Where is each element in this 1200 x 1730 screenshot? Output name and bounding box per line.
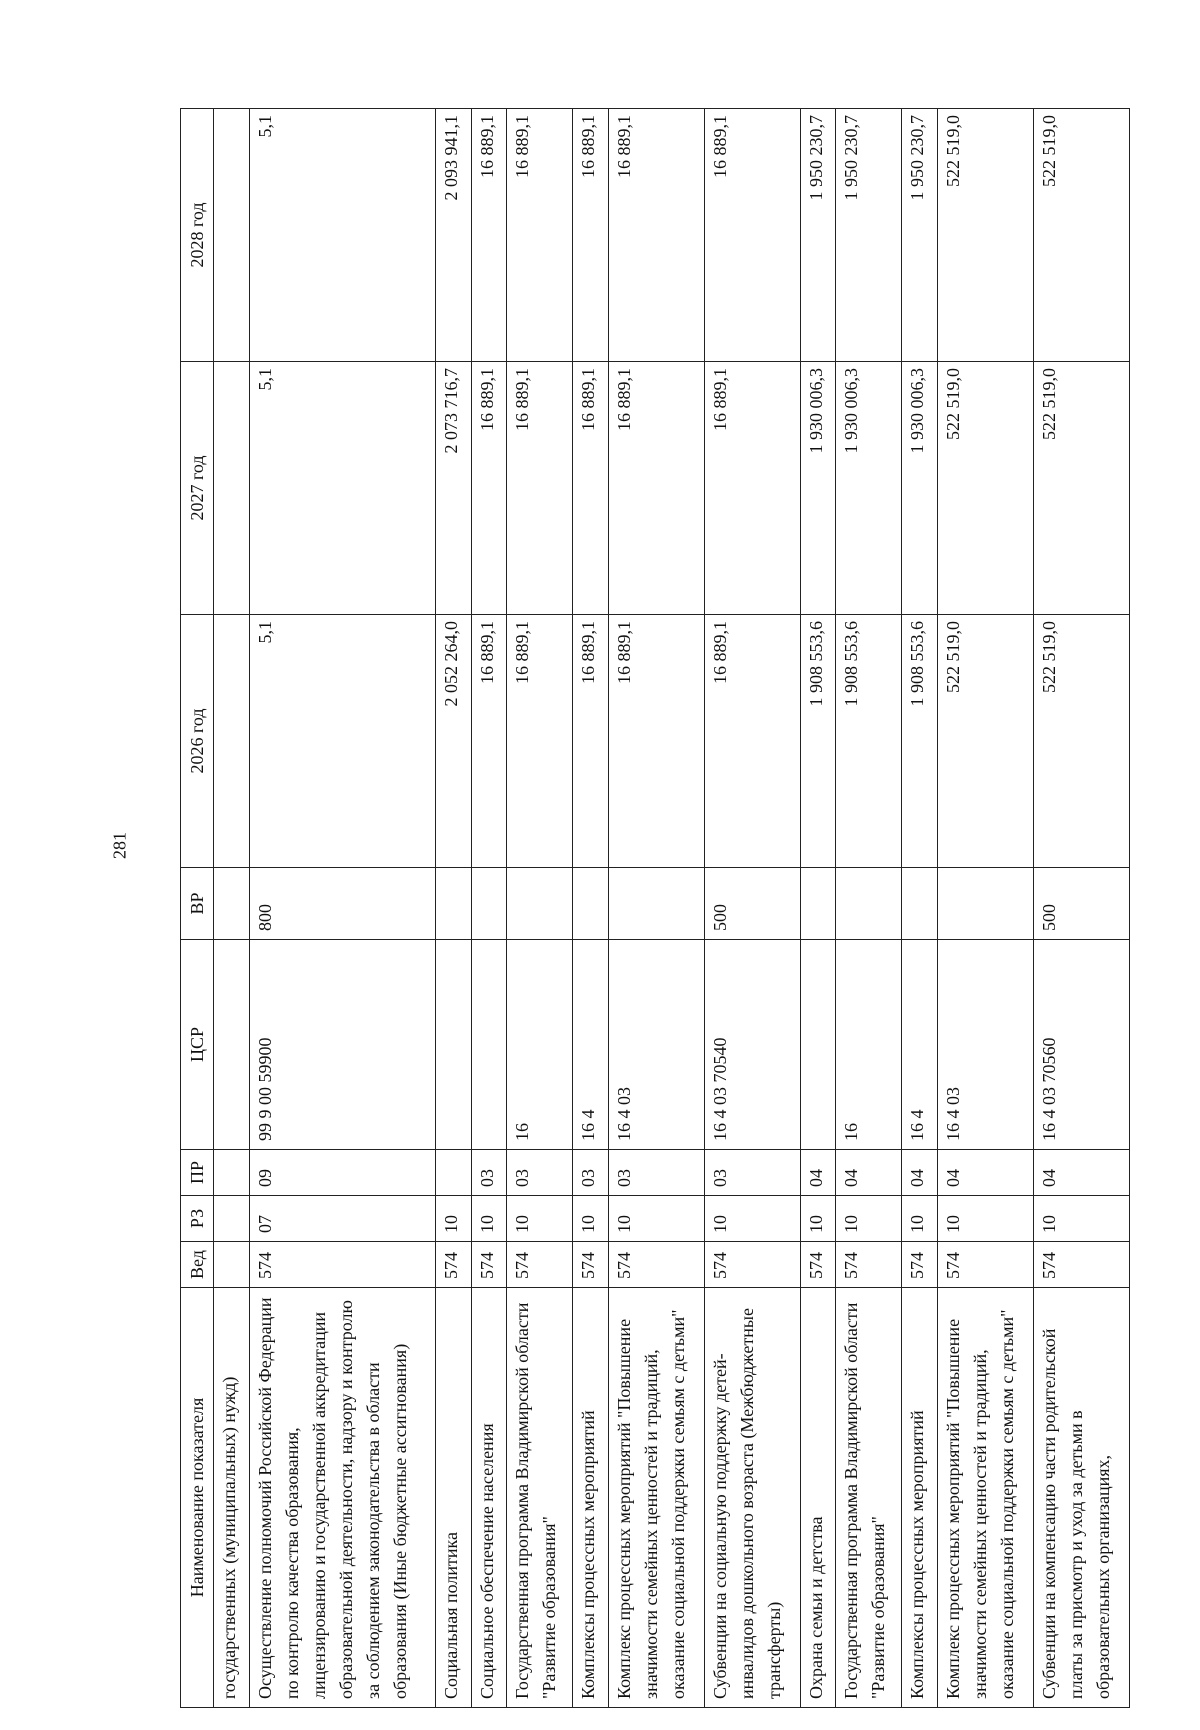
page-number: 281 (109, 832, 130, 859)
cell-pr: 04 (836, 1150, 902, 1196)
table-body (214, 109, 1130, 1708)
header-name: Наименование показателя (181, 1288, 214, 1708)
cell-pr: 04 (937, 1150, 1033, 1196)
cell-vr (573, 868, 609, 940)
cell-ved: 574 (471, 1242, 507, 1288)
cell-pr: 03 (704, 1150, 800, 1196)
header-csr: ЦСР (181, 940, 214, 1150)
header-2027: 2027 год (181, 362, 214, 615)
cell-rz (214, 1196, 250, 1242)
table-row (704, 109, 800, 1708)
cell-vr (902, 868, 938, 940)
cell-rz: 10 (608, 1196, 704, 1242)
cell-pr: 09 (249, 1150, 435, 1196)
cell-y2028: 16 889,1 (608, 109, 704, 362)
header-vr: ВР (181, 868, 214, 940)
cell-vr (800, 868, 836, 940)
cell-csr: 99 9 00 59900 (249, 940, 435, 1150)
cell-y2028: 16 889,1 (704, 109, 800, 362)
cell-name: Государственная программа Владимирской области "Развитие образования" (836, 1288, 902, 1708)
cell-y2028: 1 950 230,7 (902, 109, 938, 362)
cell-rz: 10 (800, 1196, 836, 1242)
cell-rz: 10 (836, 1196, 902, 1242)
cell-y2027: 522 519,0 (937, 362, 1033, 615)
table-row (471, 109, 507, 1708)
cell-y2027: 16 889,1 (573, 362, 609, 615)
cell-y2027: 16 889,1 (608, 362, 704, 615)
cell-y2027: 16 889,1 (507, 362, 573, 615)
cell-y2028: 16 889,1 (573, 109, 609, 362)
cell-y2027: 16 889,1 (471, 362, 507, 615)
cell-pr: 03 (471, 1150, 507, 1196)
header-2026: 2026 год (181, 615, 214, 868)
cell-name: Комплекс процессных мероприятий "Повышение значимости семейных ценностей и традиций, оказание социальной поддержки семьям с детьми" (937, 1288, 1033, 1708)
cell-pr: 03 (507, 1150, 573, 1196)
cell-pr: 04 (1033, 1150, 1129, 1196)
cell-csr (436, 940, 472, 1150)
cell-name: Осуществление полномочий Российской Федерации по контролю качества образования, лицензированию и государственной аккредитации образовательной деятельности, надзору и контролю за соблюдением законодательства в области образования (Иные бюджетные ассигнования) (249, 1288, 435, 1708)
cell-csr (471, 940, 507, 1150)
table-row (573, 109, 609, 1708)
cell-ved: 574 (436, 1242, 472, 1288)
cell-y2026: 16 889,1 (471, 615, 507, 868)
cell-rz: 10 (704, 1196, 800, 1242)
table-row (836, 109, 902, 1708)
cell-name: Комплекс процессных мероприятий "Повышение значимости семейных ценностей и традиций, оказание социальной поддержки семьям с детьми" (608, 1288, 704, 1708)
budget-table (180, 108, 1130, 1708)
cell-rz: 10 (471, 1196, 507, 1242)
cell-y2026: 522 519,0 (937, 615, 1033, 868)
cell-name: Субвенции на социальную поддержку детей-инвалидов дошкольного возраста (Межбюджетные трансферты) (704, 1288, 800, 1708)
table-row (800, 109, 836, 1708)
cell-vr (937, 868, 1033, 940)
cell-y2027: 1 930 006,3 (836, 362, 902, 615)
cell-rz: 07 (249, 1196, 435, 1242)
cell-ved: 574 (937, 1242, 1033, 1288)
cell-csr: 16 (507, 940, 573, 1150)
cell-pr: 03 (573, 1150, 609, 1196)
cell-ved: 574 (573, 1242, 609, 1288)
cell-ved (214, 1242, 250, 1288)
cell-name: государственных (муниципальных) нужд) (214, 1288, 250, 1708)
cell-rz: 10 (937, 1196, 1033, 1242)
cell-y2027 (214, 362, 250, 615)
cell-y2028: 1 950 230,7 (836, 109, 902, 362)
cell-y2026: 16 889,1 (573, 615, 609, 868)
table-row (1033, 109, 1129, 1708)
cell-vr (507, 868, 573, 940)
header-ved: Вед (181, 1242, 214, 1288)
cell-ved: 574 (249, 1242, 435, 1288)
table-header-row (181, 109, 214, 1708)
cell-ved: 574 (800, 1242, 836, 1288)
cell-y2027: 5,1 (249, 362, 435, 615)
cell-pr (214, 1150, 250, 1196)
cell-csr (800, 940, 836, 1150)
cell-y2028: 5,1 (249, 109, 435, 362)
cell-y2026: 1 908 553,6 (800, 615, 836, 868)
cell-y2026: 1 908 553,6 (836, 615, 902, 868)
cell-rz: 10 (436, 1196, 472, 1242)
cell-pr: 03 (608, 1150, 704, 1196)
cell-y2028 (214, 109, 250, 362)
cell-name: Субвенции на компенсацию части родительской платы за присмотр и уход за детьми в образовательных организациях, (1033, 1288, 1129, 1708)
table-row (214, 109, 250, 1708)
table-row (937, 109, 1033, 1708)
cell-ved: 574 (836, 1242, 902, 1288)
cell-y2027: 522 519,0 (1033, 362, 1129, 615)
cell-vr (608, 868, 704, 940)
cell-y2028: 522 519,0 (1033, 109, 1129, 362)
cell-y2026: 16 889,1 (704, 615, 800, 868)
cell-rz: 10 (902, 1196, 938, 1242)
cell-y2026: 1 908 553,6 (902, 615, 938, 868)
cell-y2027: 16 889,1 (704, 362, 800, 615)
header-2028: 2028 год (181, 109, 214, 362)
cell-rz: 10 (573, 1196, 609, 1242)
cell-name: Комплексы процессных мероприятий (573, 1288, 609, 1708)
cell-name: Комплексы процессных мероприятий (902, 1288, 938, 1708)
cell-name: Социальная политика (436, 1288, 472, 1708)
cell-y2028: 522 519,0 (937, 109, 1033, 362)
cell-y2026: 5,1 (249, 615, 435, 868)
cell-y2026: 16 889,1 (507, 615, 573, 868)
header-rz: РЗ (181, 1196, 214, 1242)
cell-csr: 16 4 03 70560 (1033, 940, 1129, 1150)
cell-name: Охрана семьи и детства (800, 1288, 836, 1708)
cell-pr: 04 (902, 1150, 938, 1196)
header-pr: ПР (181, 1150, 214, 1196)
cell-y2026: 16 889,1 (608, 615, 704, 868)
cell-csr: 16 4 (573, 940, 609, 1150)
cell-vr (436, 868, 472, 940)
table-row (608, 109, 704, 1708)
cell-csr: 16 4 03 70540 (704, 940, 800, 1150)
cell-vr (836, 868, 902, 940)
cell-y2027: 1 930 006,3 (902, 362, 938, 615)
cell-ved: 574 (608, 1242, 704, 1288)
cell-y2028: 16 889,1 (507, 109, 573, 362)
cell-name: Социальное обеспечение населения (471, 1288, 507, 1708)
cell-pr: 04 (800, 1150, 836, 1196)
cell-vr: 500 (1033, 868, 1129, 940)
cell-y2026 (214, 615, 250, 868)
cell-vr: 500 (704, 868, 800, 940)
cell-y2027: 1 930 006,3 (800, 362, 836, 615)
cell-ved: 574 (704, 1242, 800, 1288)
table-row (436, 109, 472, 1708)
cell-ved: 574 (902, 1242, 938, 1288)
cell-y2027: 2 073 716,7 (436, 362, 472, 615)
cell-y2028: 2 093 941,1 (436, 109, 472, 362)
cell-pr (436, 1150, 472, 1196)
cell-csr (214, 940, 250, 1150)
table-row (902, 109, 938, 1708)
cell-y2028: 16 889,1 (471, 109, 507, 362)
table-row (507, 109, 573, 1708)
cell-rz: 10 (507, 1196, 573, 1242)
cell-vr: 800 (249, 868, 435, 940)
cell-ved: 574 (1033, 1242, 1129, 1288)
cell-csr: 16 (836, 940, 902, 1150)
cell-csr: 16 4 (902, 940, 938, 1150)
cell-csr: 16 4 03 (937, 940, 1033, 1150)
cell-vr (471, 868, 507, 940)
cell-y2026: 522 519,0 (1033, 615, 1129, 868)
table-row (249, 109, 435, 1708)
budget-table-container (180, 108, 1130, 1708)
cell-y2028: 1 950 230,7 (800, 109, 836, 362)
cell-csr: 16 4 03 (608, 940, 704, 1150)
cell-name: Государственная программа Владимирской области "Развитие образования" (507, 1288, 573, 1708)
cell-ved: 574 (507, 1242, 573, 1288)
cell-vr (214, 868, 250, 940)
cell-y2026: 2 052 264,0 (436, 615, 472, 868)
cell-rz: 10 (1033, 1196, 1129, 1242)
